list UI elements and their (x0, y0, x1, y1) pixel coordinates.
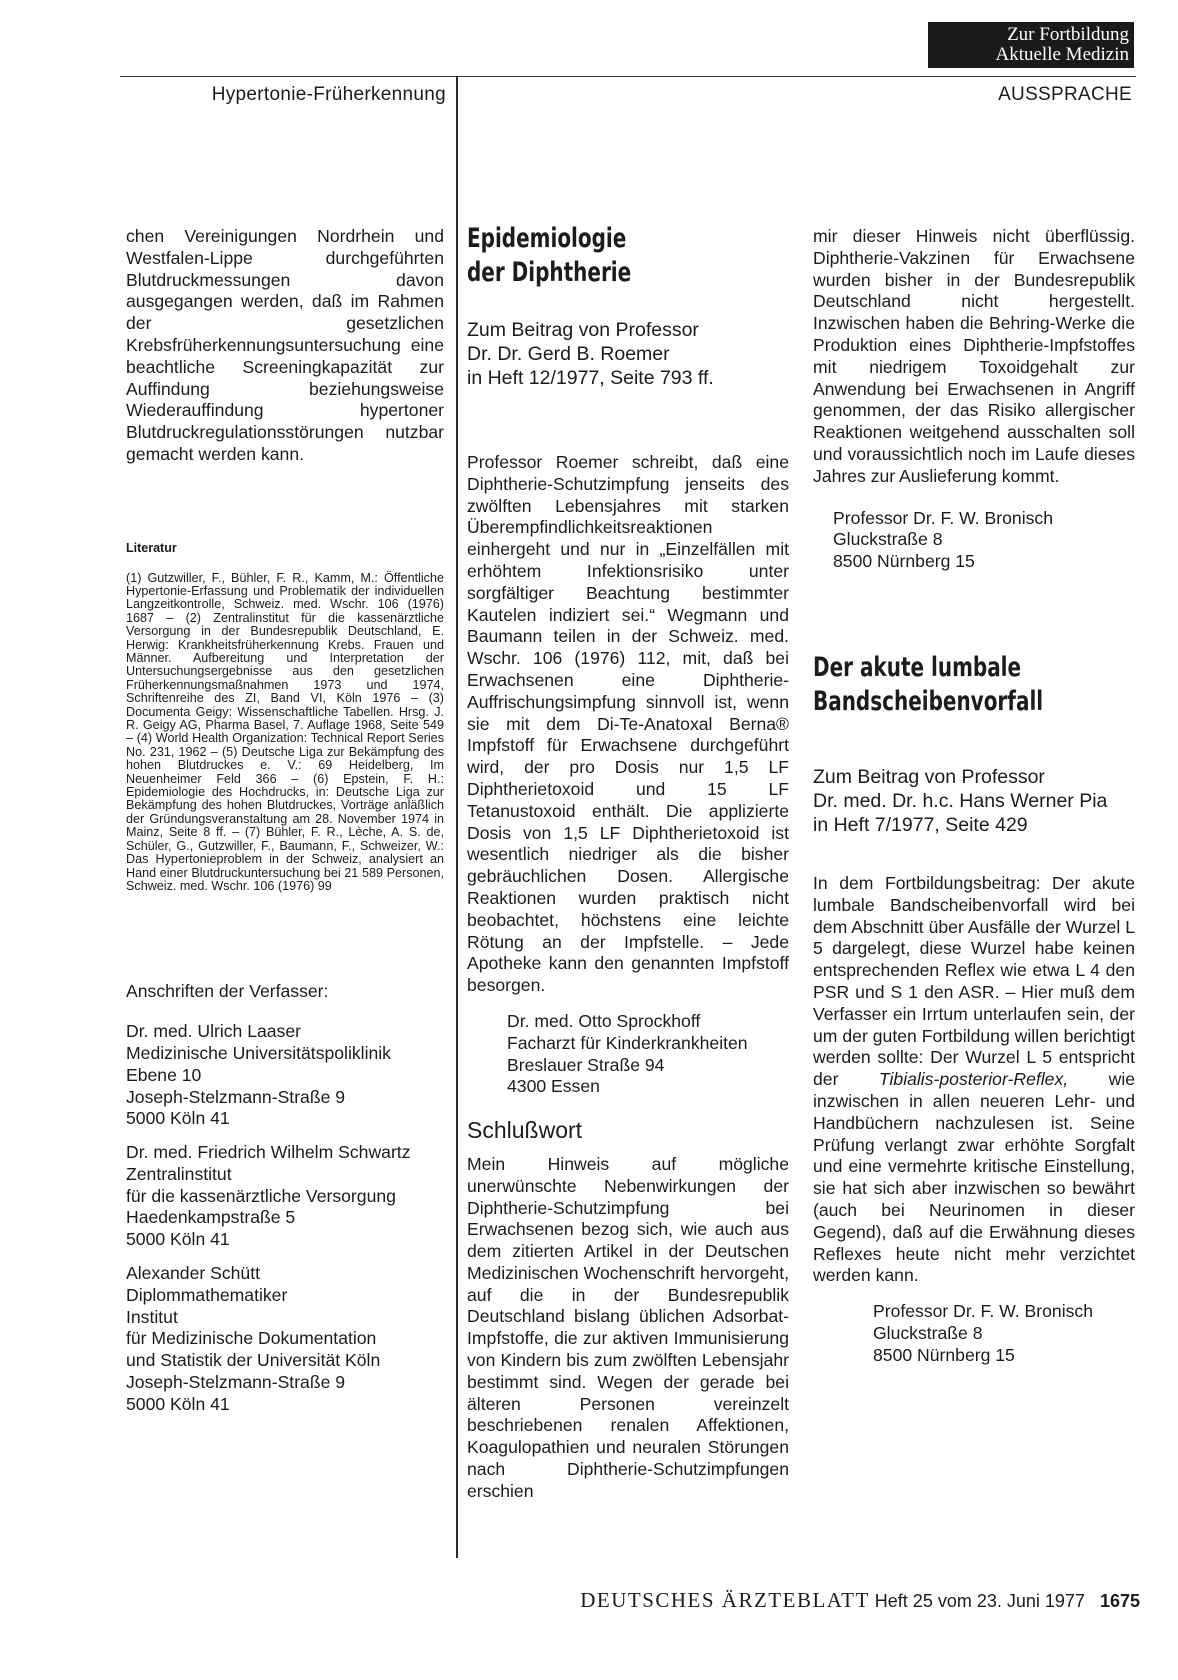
literature-list: (1) Gutzwiller, F., Bühler, F. R., Kamm, M.: Öffentliche Hypertonie-Erfassung und Problematik der individuellen Langzeitkontrolle, Schweiz. med. Wschr. 106 (1976) 1687 – (2) Zentralinstitut für die kassenärztliche Versorgung in der Bundesrepublik Deutschland, E. Herwig: Krankheitsfrüherkennung Krebs. Frauen und Männer. Aufbereitung und Interpretation der Untersuchungsergebnisse aus den gesetzlichen Früherkennungsmaßnahmen 1973 und 1974, Schriftenreihe des ZI, Band VI, Köln 1976 – (3) Documenta Geigy: Wissenschaftliche Tabellen. Hrsg. J. R. Geigy AG, Pharma Basel, 7. Auflage 1968, Seite 549 – (4) World Health Organization: Technical Report Series No. 231, 1962 – (5) Deutsche Liga zur Bekämpfung des hohen Blutdruckes e. V.: 69 Heidelberg, Im Neuenheimer Feld 366 – (6) Epstein, F. H.: Epidemiologie des Hochdrucks, in: Deutsche Liga zur Bekämpfung des hohen Blutdruckes, Vorträge anläßlich der Gründungsveranstaltung am 28. November 1974 in Mainz, Seite 8 ff. – (7) Bühler, F. R., Lèche, A. S. de, Schüler, G., Gutzwiller, F., Baumann, F., Schweizer, W.: Das Hypertonieproblem in der Schweiz, analysiert an Hand einer Blutdruckuntersuchung bei 21 589 Personen, Schweiz. med. Wschr. 106 (1976) 99 (126, 570, 444, 893)
signature-line: Professor Dr. F. W. Bronisch (833, 507, 1053, 528)
signature-line: Dr. med. Otto Sprockhoff (507, 1010, 701, 1031)
title-line: der Diphtherie (467, 257, 632, 288)
body-paragraph (813, 873, 1135, 1287)
column-left (126, 226, 444, 1416)
address-line: Medizinische Universitätspoliklinik (126, 1042, 391, 1063)
signature-line: Professor Dr. F. W. Bronisch (873, 1301, 1093, 1322)
journal-name: DEUTSCHES ÄRZTEBLATT (580, 1588, 870, 1612)
address-line: Joseph-Stelzmann-Straße 9 (126, 1086, 346, 1107)
address-line: Institut (126, 1306, 178, 1327)
title-line: Epidemiologie (467, 223, 627, 254)
column-middle (467, 222, 789, 1503)
address-line: Haedenkampstraße 5 (126, 1207, 296, 1228)
body-text: In dem Fortbildungsbeitrag: Der akute lumbale Bandscheibenvorfall wird bei dem Abschnitt über Ausfälle der Wurzel L 5 dargelegt, diese Wurzel habe keinen entsprechenden Reflex wie etwa L 4 den PSR und S 1 den ASR. – Hier muß dem Verfasser ein Irrtum unterlaufen sein, der um der guten Fortbildung willen berichtigt werden sollte: Der Wurzel L 5 entspricht der (813, 872, 1135, 1090)
signature-line: Breslauer Straße 94 (507, 1054, 665, 1075)
address-line: Ebene 10 (126, 1064, 202, 1085)
header-rule (120, 76, 1136, 77)
body-paragraph: mir dieser Hinweis nicht überflüssig. Diphtherie-Vakzinen für Erwachsene wurden bisher in der Bundesrepublik Deutschland nicht hergestellt. Inzwischen haben die Behring-Werke die Produktion eines Diphtherie-Impfstoffes mit niedrigem Toxoidgehalt zur Anwendung bei Erwachsenen in Angriff genommen, der das Risiko allergischer Reaktionen weitgehend ausschalten soll und voraussichtlich noch im Laufe dieses Jahres zur Auslieferung kommt. (813, 226, 1135, 486)
subtitle-line: in Heft 7/1977, Seite 429 (813, 813, 1028, 836)
address-line: 5000 Köln 41 (126, 1229, 230, 1250)
address-line: Dr. med. Ulrich Laaser (126, 1021, 302, 1042)
address-line: für Medizinische Dokumentation (126, 1328, 377, 1349)
address-line: Joseph-Stelzmann-Straße 9 (126, 1372, 346, 1393)
subtitle-line: Dr. med. Dr. h.c. Hans Werner Pia (813, 789, 1108, 812)
page-number: 1675 (1099, 1591, 1140, 1611)
signature-line: 4300 Essen (507, 1076, 600, 1097)
signature-line: Gluckstraße 8 (833, 529, 943, 550)
badge-line-2: Aktuelle Medizin (995, 44, 1129, 65)
article-subtitle (467, 318, 789, 390)
body-text: wie inzwischen in allen neueren Lehr- und Handbüchern nachzulesen ist. Seine Prüfung verlangt zwar erhöhte Sorgfalt und eine vermehrte kritische Einstellung, sie hat sich aber inzwischen so bewährt (auch bei Neurinomen in dieser Gegend), daß auf die Erwähnung dieses Reflexes heute nicht mehr verzichtet werden kann. (813, 1069, 1136, 1286)
subtitle-line: Zum Beitrag von Professor (813, 765, 1045, 788)
badge-line-1: Zur Fortbildung (1007, 24, 1129, 45)
title-line: Bandscheibenvorfall (813, 685, 1044, 717)
author-address-2 (126, 1142, 444, 1251)
article-title-diphtherie (467, 222, 793, 290)
issue-info: Heft 25 vom 23. Juni 1977 (874, 1591, 1085, 1611)
signature-block (507, 1011, 789, 1098)
body-paragraph: chen Vereinigungen Nordrhein und Westfalen-Lippe durchgeführten Blutdruckmessungen davon ausgegangen werden, daß im Rahmen der gesetzlichen Krebsfrüherkennungsuntersuchung eine beachtliche Screeningkapazität zur Auffindung beziehungsweise Wiederauffindung hypertoner Blutdruckregulationsstörungen nutzbar gemacht werden kann. (126, 226, 444, 464)
title-line: Der akute lumbale (813, 651, 1022, 683)
subtitle-line: Dr. Dr. Gerd B. Roemer (467, 343, 670, 365)
address-line: Diplommathematiker (126, 1284, 288, 1305)
address-line: 5000 Köln 41 (126, 1393, 230, 1414)
body-paragraph: Professor Roemer schreibt, daß eine Diphtherie-Schutzimpfung jenseits des zwölften Lebensjahres mit starken Überempfindlichkeitsreaktionen einhergeht und nur in „Einzelfällen mit erhöhtem Infektionsrisiko unter sorgfältiger Beachtung bestimmter Kautelen indiziert sei.“ Wegmann und Baumann teilen in der Schweiz. med. Wschr. 106 (1976) 112, mit, daß bei Erwachsenen eine Diphtherie-Auffrischungsimpfung sinnvoll ist, wenn sie mit dem Di-Te-Anatoxal Berna® Impfstoff für Erwachsene durchgeführt wird, der pro Dosis nur 1,5 LF Diphtherietoxoid und 15 LF Tetanustoxoid enthält. Die applizierte Dosis von 1,5 LF Diphtherietoxoid ist wesentlich niedriger als die bisher gebräuchlichen Dosen. Allergische Reaktionen wurden praktisch nicht beobachtet, höchstens eine leichte Rötung an der Impfstelle. – Jede Apotheke kann den genannten Impfstoff besorgen. (467, 452, 789, 996)
subtitle-line: Zum Beitrag von Professor (467, 319, 699, 341)
signature-line: 8500 Nürnberg 15 (873, 1344, 1015, 1365)
article-title-bandscheibe (813, 651, 1139, 719)
running-head-left: Hypertonie-Früherkennung (211, 84, 446, 105)
subtitle-line: in Heft 12/1977, Seite 793 ff. (467, 367, 714, 389)
body-paragraph: Mein Hinweis auf mögliche unerwünschte Nebenwirkungen der Diphtherie-Schutzimpfung bei Erwachsenen bezog sich, wie auch aus dem zitierten Artikel in der Deutschen Medizinischen Wochenschrift hervorgeht, auf die in der Bundesrepublik Deutschland bislang üblichen Adsorbat-Impfstoffe, die zur aktiven Immunisierung von Kindern bis zum zwölften Lebensjahr bestimmt sind. Wegen der gerade bei älteren Personen vereinzelt beschriebenen renalen Affektionen, Koagulopathien und neuralen Störungen nach Diphtherie-Schutzimpfungen erschien (467, 1153, 789, 1501)
author-address-1 (126, 1021, 444, 1130)
running-head-right: AUSSPRACHE (998, 84, 1132, 105)
signature-block (833, 508, 1135, 573)
italic-term: Tibialis-posterior-Reflex, (878, 1069, 1069, 1090)
section-heading-schlusswort: Schlußwort (467, 1117, 583, 1144)
literature-heading: Literatur (126, 540, 177, 555)
address-line: Dr. med. Friedrich Wilhelm Schwartz (126, 1142, 411, 1163)
column-right (813, 226, 1135, 1366)
signature-block (873, 1301, 1135, 1366)
address-line: und Statistik der Universität Köln (126, 1350, 381, 1371)
signature-line: Facharzt für Kinderkrankheiten (507, 1032, 748, 1053)
address-line: Alexander Schütt (126, 1263, 260, 1284)
article-subtitle (813, 765, 1135, 837)
column-divider (456, 76, 458, 1558)
section-badge (928, 22, 1134, 68)
address-line: 5000 Köln 41 (126, 1108, 230, 1129)
signature-line: Gluckstraße 8 (873, 1322, 983, 1343)
signature-line: 8500 Nürnberg 15 (833, 551, 975, 572)
address-line: für die kassenärztliche Versorgung (126, 1185, 396, 1206)
addresses-heading: Anschriften der Verfasser: (126, 981, 329, 1002)
author-address-3 (126, 1263, 444, 1416)
page-footer (500, 1588, 1140, 1613)
address-line: Zentralinstitut (126, 1163, 232, 1184)
